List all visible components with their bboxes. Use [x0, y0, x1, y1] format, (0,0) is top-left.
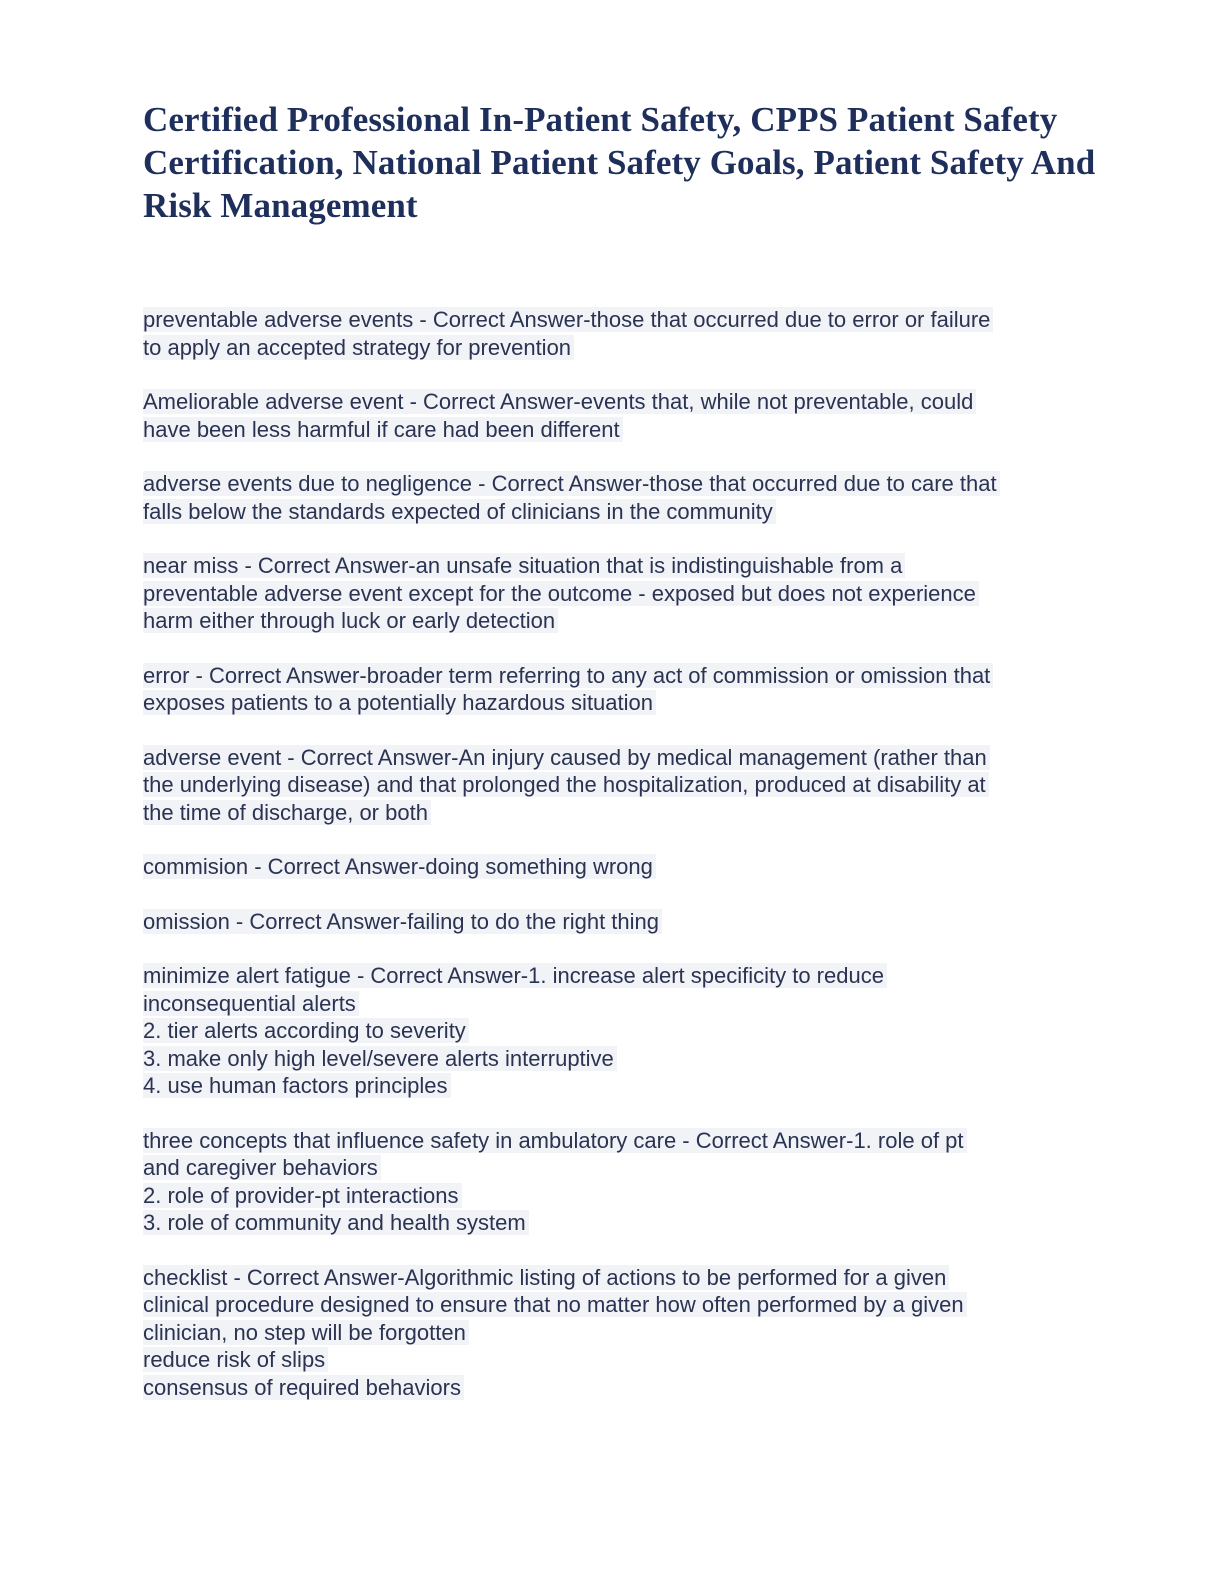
entry-line-text: preventable adverse events - Correct Answer-those that occurred due to error or failure [143, 307, 993, 332]
flashcard-entry [143, 1127, 1103, 1237]
entry-line [143, 799, 1103, 827]
entry-line-text: exposes patients to a potentially hazardous situation [143, 690, 656, 715]
flashcard-entry [143, 306, 1103, 361]
entry-line [143, 498, 1103, 526]
entry-line [143, 334, 1103, 362]
entry-line [143, 470, 1103, 498]
entry-line-text: minimize alert fatigue - Correct Answer-1. increase alert specificity to reduce [143, 963, 887, 988]
entry-line-text: 4. use human factors principles [143, 1073, 451, 1098]
entry-line-text: commision - Correct Answer-doing something wrong [143, 854, 656, 879]
entry-line [143, 1154, 1103, 1182]
entry-line [143, 1291, 1103, 1319]
entry-line [143, 1374, 1103, 1402]
entry-line-text: 3. role of community and health system [143, 1210, 529, 1235]
entry-line-text: 2. role of provider-pt interactions [143, 1183, 462, 1208]
entry-line-text: 3. make only high level/severe alerts interruptive [143, 1046, 617, 1071]
flashcard-entry [143, 962, 1103, 1100]
entry-line-text: preventable adverse event except for the outcome - exposed but does not experience [143, 581, 979, 606]
flashcard-entry [143, 470, 1103, 525]
entry-line [143, 552, 1103, 580]
entry-line [143, 771, 1103, 799]
entry-line-text: three concepts that influence safety in ambulatory care - Correct Answer-1. role of pt [143, 1128, 967, 1153]
flashcard-list [143, 306, 1103, 1428]
entry-line [143, 1045, 1103, 1073]
entry-line-text: inconsequential alerts [143, 991, 359, 1016]
entry-line [143, 1264, 1103, 1292]
entry-line [143, 1182, 1103, 1210]
entry-line [143, 388, 1103, 416]
entry-line [143, 744, 1103, 772]
entry-line-text: reduce risk of slips [143, 1347, 328, 1372]
entry-line [143, 908, 1103, 936]
entry-line [143, 689, 1103, 717]
entry-line [143, 580, 1103, 608]
entry-line-text: omission - Correct Answer-failing to do the right thing [143, 909, 662, 934]
entry-line-text: harm either through luck or early detection [143, 608, 558, 633]
entry-line-text: clinical procedure designed to ensure that no matter how often performed by a given [143, 1292, 967, 1317]
flashcard-entry [143, 662, 1103, 717]
document-title: Certified Professional In-Patient Safety, CPPS Patient Safety Certification, National Patient Safety Goals, Patient Safety And Risk Management [143, 100, 1096, 225]
entry-line-text: the time of discharge, or both [143, 800, 431, 825]
entry-line [143, 1072, 1103, 1100]
entry-line [143, 662, 1103, 690]
entry-line-text: adverse events due to negligence - Correct Answer-those that occurred due to care that [143, 471, 1000, 496]
entry-line-text: clinician, no step will be forgotten [143, 1320, 469, 1345]
entry-line-text: near miss - Correct Answer-an unsafe situation that is indistinguishable from a [143, 553, 905, 578]
entry-line-text: 2. tier alerts according to severity [143, 1018, 469, 1043]
entry-line [143, 853, 1103, 881]
flashcard-entry [143, 552, 1103, 635]
entry-line-text: to apply an accepted strategy for prevention [143, 335, 574, 360]
entry-line [143, 1017, 1103, 1045]
entry-line [143, 1209, 1103, 1237]
entry-line-text: have been less harmful if care had been different [143, 417, 623, 442]
flashcard-entry [143, 388, 1103, 443]
flashcard-entry [143, 1264, 1103, 1402]
entry-line [143, 1346, 1103, 1374]
flashcard-entry [143, 908, 1103, 936]
entry-line-text: consensus of required behaviors [143, 1375, 464, 1400]
entry-line-text: adverse event - Correct Answer-An injury caused by medical management (rather than [143, 745, 990, 770]
entry-line-text: checklist - Correct Answer-Algorithmic listing of actions to be performed for a given [143, 1265, 949, 1290]
entry-line-text: the underlying disease) and that prolonged the hospitalization, produced at disability at [143, 772, 989, 797]
entry-line-text: falls below the standards expected of clinicians in the community [143, 499, 776, 524]
entry-line [143, 990, 1103, 1018]
entry-line [143, 306, 1103, 334]
entry-line [143, 1127, 1103, 1155]
flashcard-entry [143, 853, 1103, 881]
entry-line [143, 962, 1103, 990]
flashcard-entry [143, 744, 1103, 827]
entry-line [143, 607, 1103, 635]
entry-line [143, 1319, 1103, 1347]
entry-line [143, 416, 1103, 444]
entry-line-text: and caregiver behaviors [143, 1155, 381, 1180]
entry-line-text: Ameliorable adverse event - Correct Answer-events that, while not preventable, could [143, 389, 976, 414]
entry-line-text: error - Correct Answer-broader term referring to any act of commission or omission that [143, 663, 993, 688]
